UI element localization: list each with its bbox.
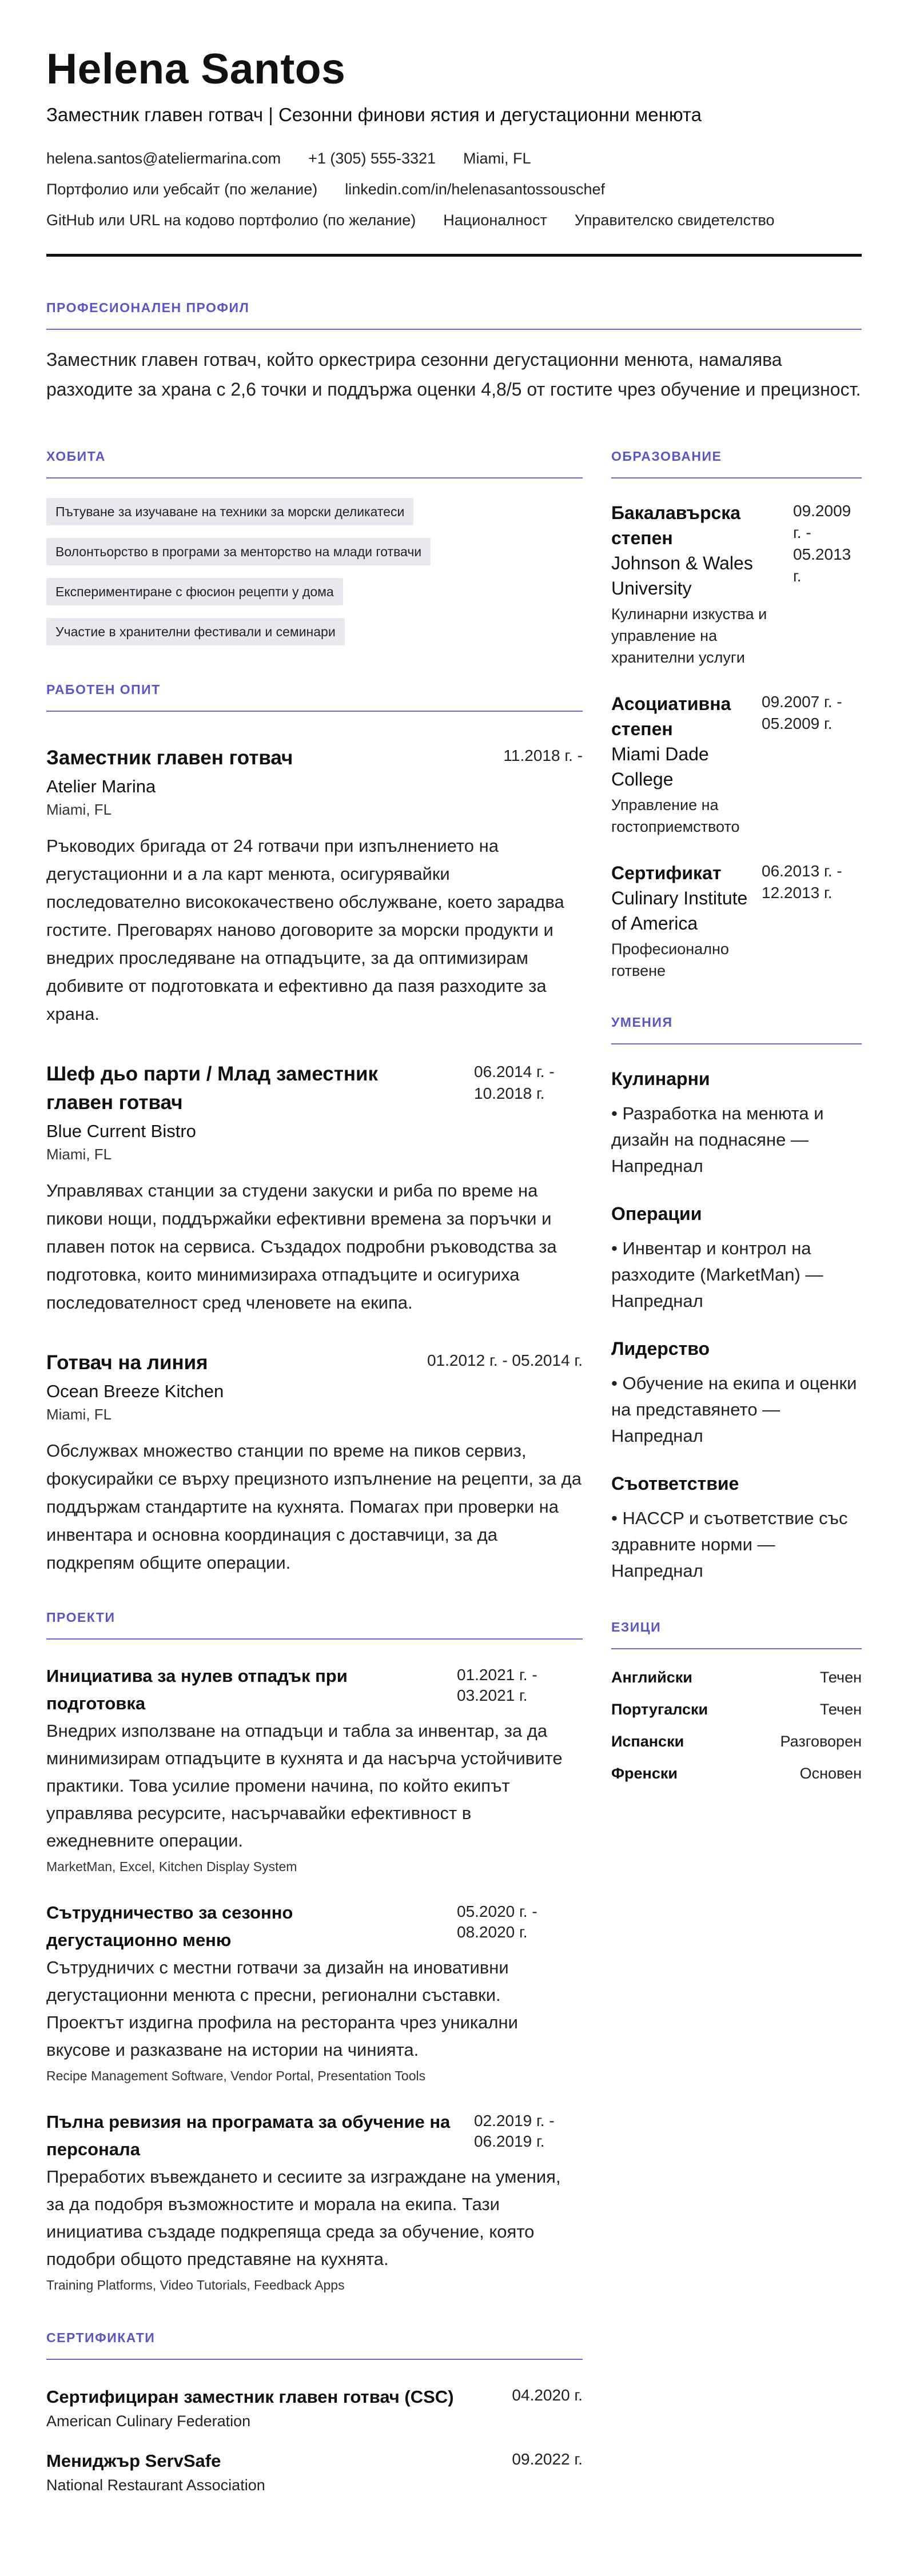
job-company: Blue Current Bistro bbox=[46, 1121, 196, 1141]
profile-summary: Заместник главен готвач, който оркестрира сезонни дегустационни менюта, намалява разходите за храна с 2,6 точки и поддържа оценки 4,8/5 от гостите чрез обучение и прецизност. bbox=[46, 349, 861, 400]
skill-category: Операции bbox=[611, 1203, 702, 1224]
education-entry bbox=[611, 500, 862, 668]
job-description: Ръководих бригада от 24 готвачи при изпълнението на дегустационни и а ла карт менюта, осигурявайки последователно висококачествено обслужване, което зарадва гостите. Преговарях наново договорите за морски продукти и внедрих проследяване на отпадъците, за да оптимизирам добивите от подготовката и ефективно да пазя разходите за храна. bbox=[46, 836, 564, 1024]
section-title: УМЕНИЯ bbox=[611, 1015, 673, 1030]
education-school: Johnson & Wales University bbox=[611, 553, 753, 599]
education-section bbox=[611, 448, 862, 982]
candidate-name: Helena Santos bbox=[46, 45, 346, 93]
language-row bbox=[611, 1698, 862, 1720]
skill-category: Кулинарни bbox=[611, 1068, 710, 1089]
email-link[interactable]: helena.santos@ateliermarina.com bbox=[46, 150, 281, 167]
language-name: Английски bbox=[611, 1669, 692, 1686]
education-date: 09.2007 г. - 05.2009 г. bbox=[762, 693, 842, 732]
certification-title: Мениджър ServSafe bbox=[46, 2451, 221, 2471]
candidate-headline: Заместник главен готвач | Сезонни финови ястия и дегустационни менюта bbox=[46, 104, 702, 125]
project-date: 01.2021 г. - 03.2021 г. bbox=[457, 1666, 537, 1704]
certification-date: 09.2022 г. bbox=[512, 2450, 583, 2468]
profile-section bbox=[46, 299, 862, 404]
project-entry bbox=[46, 2108, 583, 2295]
project-tech: Training Platforms, Video Tutorials, Feedback Apps bbox=[46, 2278, 345, 2292]
skills-section bbox=[611, 1014, 862, 1584]
hobby-tag: Волонтьорство в програми за менторство на млади готвачи bbox=[46, 538, 431, 565]
education-field: Кулинарни изкуства и управление на хранителни услуги bbox=[611, 605, 767, 666]
skill-item: • Инвентар и контрол на разходите (MarketMan) — Напреднал bbox=[611, 1238, 823, 1311]
linkedin-link[interactable]: linkedin.com/in/helenasantossouschef bbox=[345, 181, 606, 198]
github-link[interactable]: GitHub или URL на кодово портфолио (по желание) bbox=[46, 212, 416, 229]
language-name: Португалски bbox=[611, 1701, 708, 1718]
location: Miami, FL bbox=[463, 150, 531, 167]
job-date: 06.2014 г. - 10.2018 г. bbox=[474, 1063, 555, 1102]
education-degree: Бакалавърска степен bbox=[611, 503, 741, 548]
skill-item: • Разработка на менюта и дизайн на поднасяне — Напреднал bbox=[611, 1103, 824, 1176]
education-field: Управление на гостоприемството bbox=[611, 796, 740, 835]
portfolio-link[interactable]: Портфолио или уебсайт (по желание) bbox=[46, 181, 318, 198]
education-entry bbox=[611, 860, 862, 982]
job-description: Управлявах станции за студени закуски и риба по време на пикови нощи, поддържайки ефективни времена за поръчки и плавен поток на сервиса. Създадох подробни ръководства за подготовка, които минимизираха отпадъците и осигуриха последователност сред членовете на екипа. bbox=[46, 1181, 557, 1313]
job-entry bbox=[46, 1060, 583, 1317]
right-column bbox=[611, 448, 862, 2496]
language-level: Разговорен bbox=[780, 1733, 862, 1750]
skill-category: Лидерство bbox=[611, 1338, 710, 1359]
section-title: СЕРТИФИКАТИ bbox=[46, 2330, 156, 2345]
certifications-section bbox=[46, 2329, 583, 2496]
skill-category: Съответствие bbox=[611, 1473, 739, 1494]
projects-section bbox=[46, 1609, 583, 2295]
certification-date: 04.2020 г. bbox=[512, 2386, 583, 2404]
section-divider bbox=[46, 2359, 583, 2360]
project-tech: Recipe Management Software, Vendor Portal, Presentation Tools bbox=[46, 2068, 426, 2083]
language-row bbox=[611, 1730, 862, 1752]
job-title: Готвач на линия bbox=[46, 1351, 208, 1374]
job-location: Miami, FL bbox=[46, 801, 112, 818]
project-title: Пълна ревизия на програмата за обучение на персонала bbox=[46, 2112, 451, 2159]
language-row bbox=[611, 1666, 862, 1688]
languages-section bbox=[611, 1618, 862, 1784]
hobby-list bbox=[46, 498, 583, 658]
skill-item: • HACCP и съответствие със здравните норми — Напреднал bbox=[611, 1508, 848, 1581]
section-divider bbox=[611, 477, 862, 478]
language-level: Течен bbox=[819, 1669, 862, 1686]
hobbies-section bbox=[46, 448, 583, 658]
education-degree: Сертификат bbox=[611, 863, 722, 883]
phone-number[interactable]: +1 (305) 555-3321 bbox=[308, 150, 436, 167]
education-date: 09.2009 г. - 05.2013 г. bbox=[793, 502, 851, 585]
education-field: Професионално готвене bbox=[611, 940, 729, 979]
education-date: 06.2013 г. - 12.2013 г. bbox=[762, 862, 842, 902]
section-divider bbox=[611, 1043, 862, 1044]
job-entry bbox=[46, 744, 583, 1028]
contact-row-2 bbox=[46, 178, 862, 200]
job-location: Miami, FL bbox=[46, 1406, 112, 1423]
project-date: 02.2019 г. - 06.2019 г. bbox=[474, 2112, 555, 2150]
nationality: Националност bbox=[443, 212, 547, 229]
two-column-layout bbox=[46, 448, 862, 2496]
section-title: ЕЗИЦИ bbox=[611, 1620, 662, 1634]
project-title: Сътрудничество за сезонно дегустационно меню bbox=[46, 1903, 293, 1950]
project-tech: MarketMan, Excel, Kitchen Display System bbox=[46, 1859, 297, 1874]
section-divider bbox=[46, 329, 862, 330]
hobby-tag: Участие в хранителни фестивали и семинари bbox=[46, 618, 345, 645]
job-entry bbox=[46, 1349, 583, 1577]
project-entry bbox=[46, 1662, 583, 1876]
job-location: Miami, FL bbox=[46, 1146, 112, 1163]
job-title: Заместник главен готвач bbox=[46, 747, 293, 769]
section-title: ОБРАЗОВАНИЕ bbox=[611, 449, 722, 464]
job-date: 01.2012 г. - 05.2014 г. bbox=[427, 1351, 583, 1369]
certification-entry bbox=[46, 2449, 583, 2496]
job-date: 11.2018 г. - bbox=[503, 747, 583, 764]
certification-org: National Restaurant Association bbox=[46, 2477, 265, 2494]
job-company: Ocean Breeze Kitchen bbox=[46, 1381, 224, 1401]
language-level: Течен bbox=[819, 1701, 862, 1718]
project-description: Преработих въвеждането и сесиите за изграждане на умения, за да подобря възможностите и морала на екипа. Тази инициатива създаде подкрепяща среда за обучение, която подобри общото представяне на кухнята. bbox=[46, 2167, 561, 2269]
job-title: Шеф дьо парти / Млад заместник главен готвач bbox=[46, 1063, 379, 1114]
section-title: РАБОТЕН ОПИТ bbox=[46, 682, 161, 697]
education-school: Culinary Institute of America bbox=[611, 888, 748, 934]
project-entry bbox=[46, 1899, 583, 2085]
section-title: ПРОФЕСИОНАЛЕН ПРОФИЛ bbox=[46, 300, 250, 315]
section-divider bbox=[46, 711, 583, 712]
language-name: Френски bbox=[611, 1765, 678, 1782]
header-divider bbox=[46, 254, 862, 257]
job-company: Atelier Marina bbox=[46, 776, 156, 796]
section-divider bbox=[46, 477, 583, 478]
section-title: ПРОЕКТИ bbox=[46, 1610, 116, 1625]
certification-org: American Culinary Federation bbox=[46, 2412, 251, 2430]
hobby-tag: Пътуване за изучаване на техники за морски деликатеси bbox=[46, 498, 413, 525]
contact-row-1 bbox=[46, 147, 862, 169]
education-entry bbox=[611, 691, 862, 838]
project-title: Инициатива за нулев отпадък при подготовка bbox=[46, 1666, 348, 1713]
certification-title: Сертифициран заместник главен готвач (CSC) bbox=[46, 2387, 454, 2407]
hobby-tag: Експериментиране с фюсион рецепти у дома bbox=[46, 578, 343, 605]
license: Управителско свидетелство bbox=[574, 212, 775, 229]
certification-entry bbox=[46, 2385, 583, 2432]
project-description: Внедрих използване на отпадъци и табла за инвентар, за да минимизирам отпадъците в кухнята и да насърча устойчивите практики. Това усилие промени начина, по който екипът управлява ресурсите, насърчавайки ефективност в ежедневните операции. bbox=[46, 1721, 563, 1851]
education-school: Miami Dade College bbox=[611, 744, 709, 789]
left-column bbox=[46, 448, 583, 2496]
education-degree: Асоциативна степен bbox=[611, 693, 731, 739]
language-row bbox=[611, 1762, 862, 1784]
project-date: 05.2020 г. - 08.2020 г. bbox=[457, 1903, 537, 1941]
job-description: Обслужвах множество станции по време на пиков сервиз, фокусирайки се върху прецизното изпълнение на рецепти, за да поддържам стандартите на кухнята. Помагах при проверки на инвентара и основна координация с доставчици, за да подкрепям общите операции. bbox=[46, 1441, 582, 1573]
section-divider bbox=[46, 1638, 583, 1640]
experience-section bbox=[46, 681, 583, 1577]
contact-row-3 bbox=[46, 209, 862, 231]
language-level: Основен bbox=[799, 1765, 862, 1782]
skill-item: • Обучение на екипа и оценки на представянето — Напреднал bbox=[611, 1373, 857, 1446]
language-name: Испански bbox=[611, 1733, 684, 1750]
project-description: Сътрудничих с местни готвачи за дизайн на иновативни дегустационни менюта с пресни, регионални съставки. Проектът издигна профила на ресторанта чрез уникални вкусове и разказване на истории на чинията. bbox=[46, 1957, 518, 2060]
section-title: ХОБИТА bbox=[46, 449, 106, 464]
